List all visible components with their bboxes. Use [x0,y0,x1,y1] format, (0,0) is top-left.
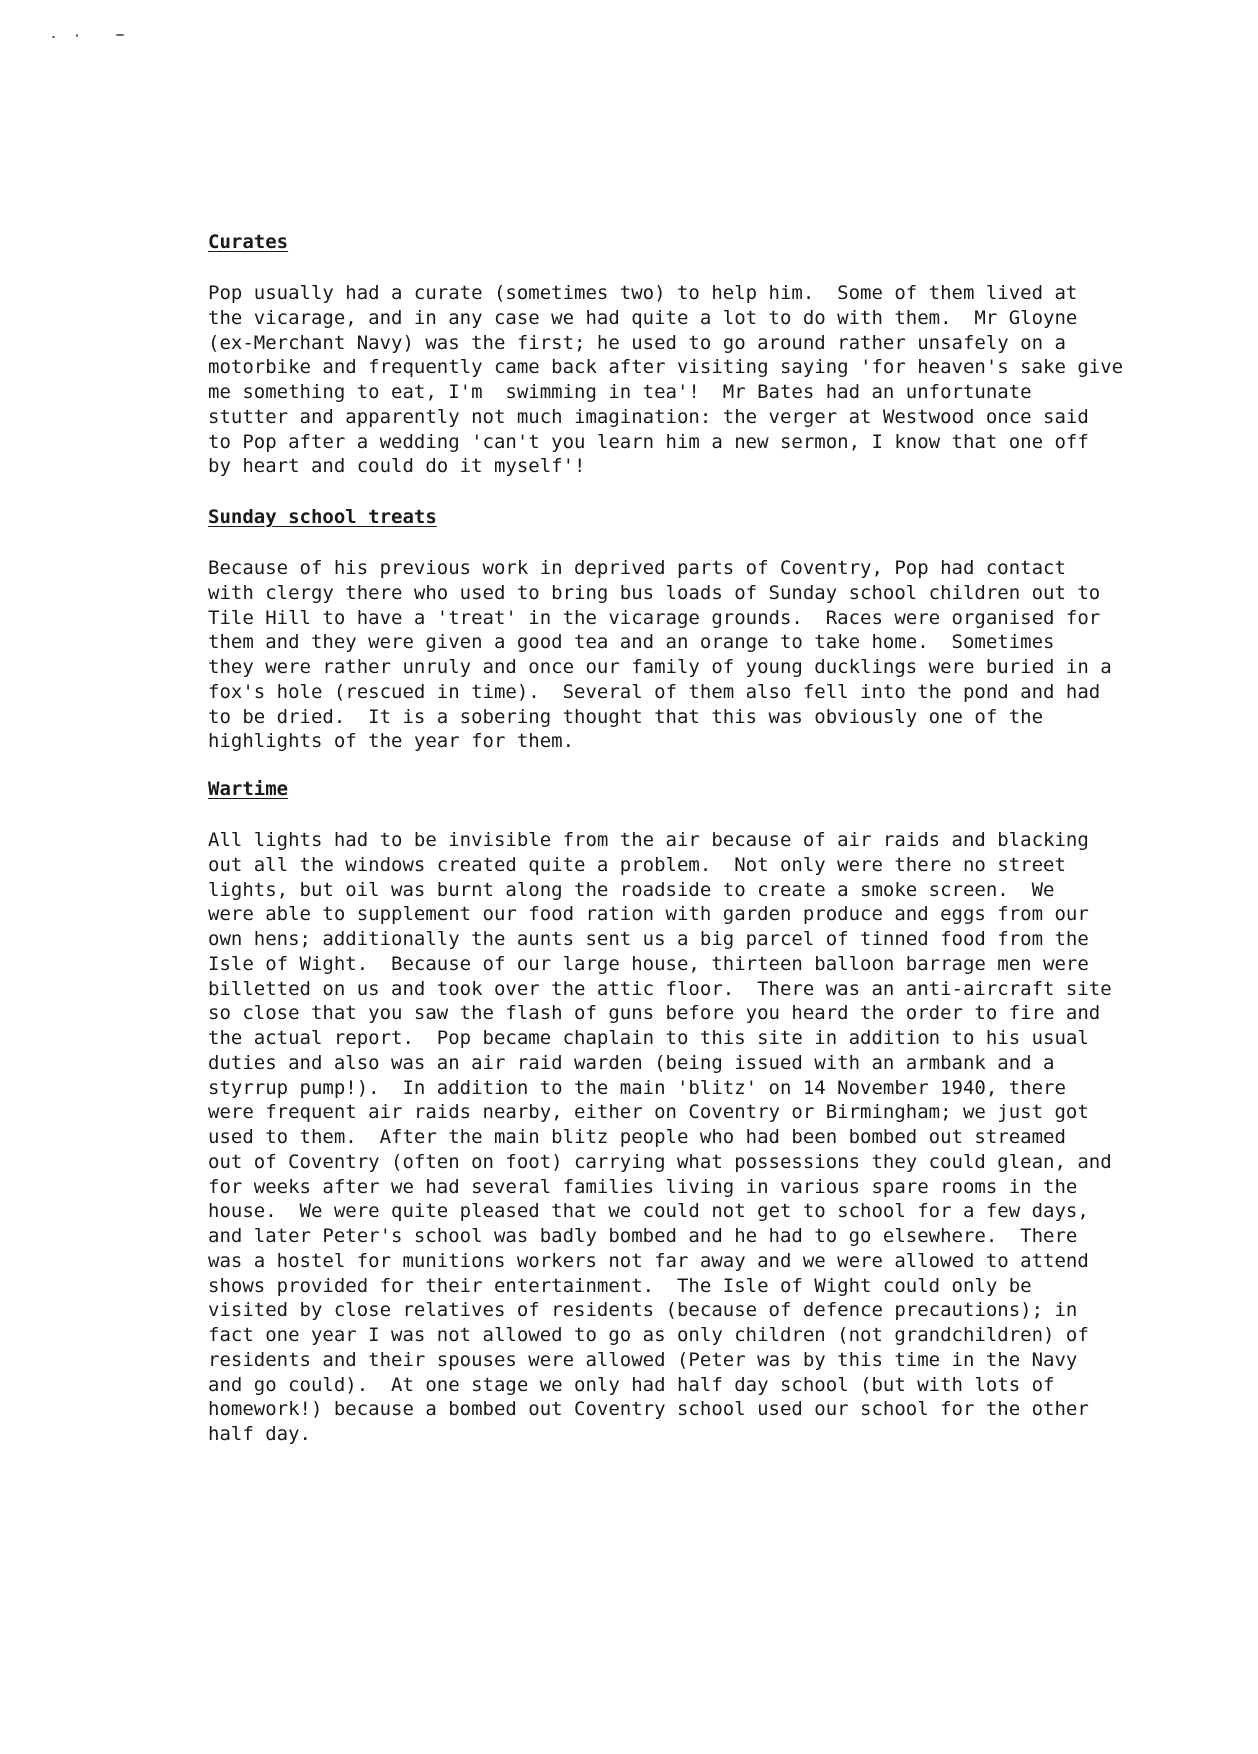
text-line: me something to eat, I'm swimming in tea'! Mr Bates had an unfortunate [208,381,1032,403]
text-line: with clergy there who used to bring bus loads of Sunday school children out to [208,581,1101,604]
text-line: (ex-Merchant Navy) was the first; he used to go around rather unsafely on a [208,331,1066,354]
text-line: Isle of Wight. Because of our large house, thirteen balloon barrage men were [208,952,1089,975]
text-line: Tile Hill to have a 'treat' in the vicarage grounds. Races were organised for [208,606,1101,629]
text-line: used to them. After the main blitz people who had been bombed out streamed [208,1126,1066,1148]
text-line: them and they were given a good tea and an orange to take home. Sometimes [208,631,1055,654]
text-line: highlights of the year for them. [208,730,575,753]
text-line: so close that you saw the flash of guns before you heard the order to fire and [208,1002,1101,1025]
scan-speck [52,36,55,38]
text-line: Because of his previous work in deprived parts of Coventry, Pop had contact [208,557,1066,579]
text-line: out of Coventry (often on foot) carrying what possessions they could glean, and [208,1150,1112,1173]
scan-speck [76,34,78,37]
text-line: fox's hole (rescued in time). Several of them also fell into the pond and had [208,680,1101,703]
text-line: the vicarage, and in any case we had quite a lot to do with them. Mr Gloyne [208,306,1078,329]
text-line: were able to supplement our food ration with garden produce and eggs from our [208,903,1089,926]
text-line: to Pop after a wedding 'can't you learn him a new sermon, I know that one off [208,430,1089,453]
text-line: house. We were quite pleased that we could not get to school for a few days, [208,1200,1089,1223]
text-line: billetted on us and took over the attic floor. There was an anti-aircraft site [208,977,1112,1000]
text-line: and go could). At one stage we only had half day school (but with lots of [208,1373,1055,1396]
text-line: duties and also was an air raid warden (being issued with an armbank and a [208,1051,1055,1074]
text-line: Pop usually had a curate (sometimes two) to help him. Some of them lived at [208,282,1078,304]
text-line: shows provided for their entertainment. The Isle of Wight could only be [208,1274,1032,1297]
text-line: visited by close relatives of residents (because of defence precautions); in [208,1299,1078,1322]
text-line: fact one year I was not allowed to go as only children (not grandchildren) of [208,1324,1089,1346]
text-line: was a hostel for munitions workers not far away and we were allowed to attend [208,1249,1089,1272]
text-line: for weeks after we had several families living in various spare rooms in the [208,1175,1078,1198]
section-heading: Curates [208,231,289,253]
section-curates [208,230,1168,479]
scan-speck [116,34,124,36]
text-line: own hens; additionally the aunts sent us a big parcel of tinned food from the [208,928,1089,950]
section-wartime [208,777,1168,1447]
text-line: lights, but oil was burnt along the roadside to create a smoke screen. We [208,878,1055,901]
text-line: stutter and apparently not much imagination: the verger at Westwood once said [208,405,1089,428]
text-line: All lights had to be invisible from the air because of air raids and blacking [208,829,1089,851]
section-heading: Wartime [208,778,289,800]
section-paragraph [208,828,1168,1447]
text-line: they were rather unruly and once our family of young ducklings were buried in a [208,656,1112,678]
section-paragraph [208,281,1168,479]
section-heading: Sunday school treats [208,506,437,528]
text-line: residents and their spouses were allowed (Peter was by this time in the Navy [208,1348,1078,1371]
text-line: styrrup pump!). In addition to the main 'blitz' on 14 November 1940, there [208,1076,1066,1099]
text-line: to be dried. It is a sobering thought that this was obviously one of the [208,705,1044,728]
text-line: out all the windows created quite a problem. Not only were there no street [208,853,1066,876]
text-line: half day. [208,1423,311,1445]
text-line: were frequent air raids nearby, either on Coventry or Birmingham; we just got [208,1101,1089,1124]
text-line: the actual report. Pop became chaplain to this site in addition to his usual [208,1027,1089,1049]
section-paragraph [208,556,1168,754]
text-line: motorbike and frequently came back after visiting saying 'for heaven's sake give [208,356,1124,379]
section-sunday-school-treats [208,505,1168,754]
text-line: homework!) because a bombed out Coventry school used our school for the other [208,1398,1089,1421]
text-line: and later Peter's school was badly bombed and he had to go elsewhere. There [208,1225,1078,1247]
text-line: by heart and could do it myself'! [208,455,586,478]
